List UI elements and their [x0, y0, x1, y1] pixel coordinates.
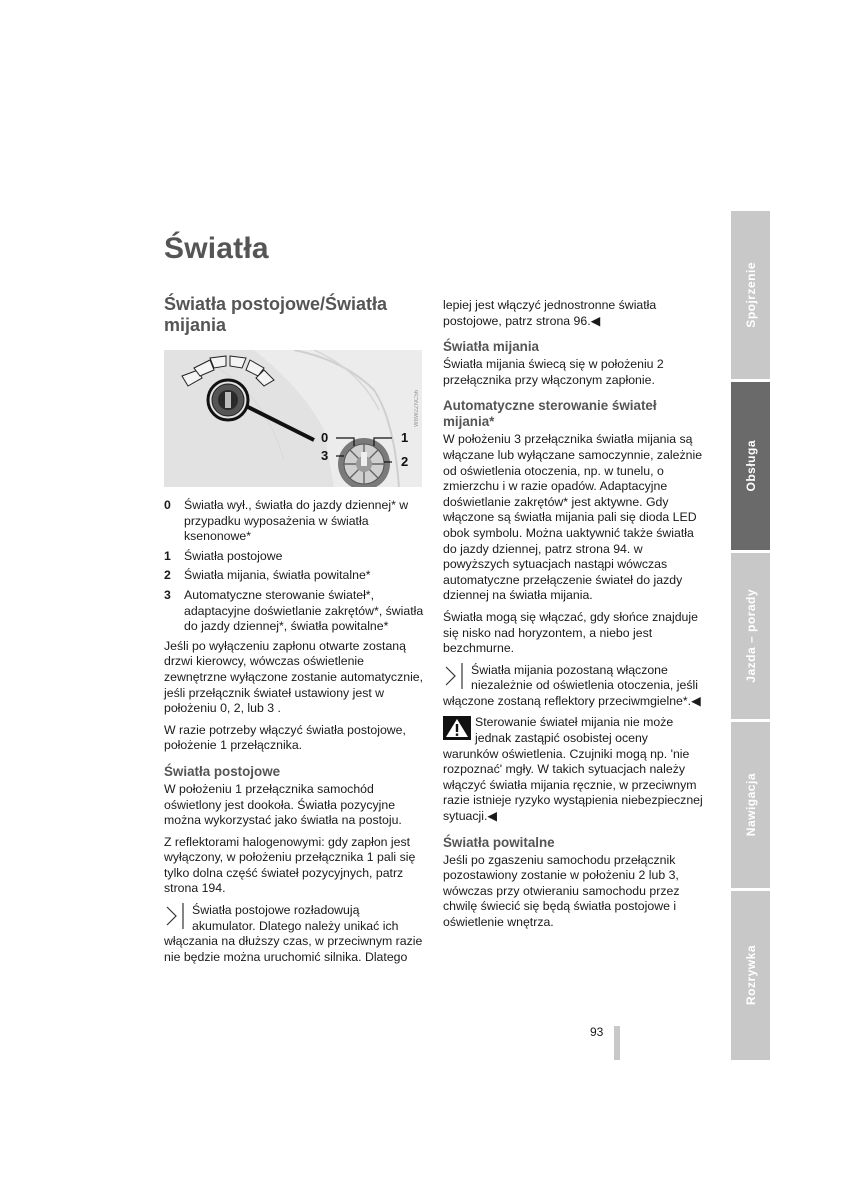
- tab-nawigacja[interactable]: Nawigacja: [731, 722, 770, 888]
- left-column: [164, 498, 426, 971]
- note-text: Światła mijania pozostaną włączone niezależnie od oświetlenia otoczenia, jeśli włączone zostaną reflektory przeciwmgielne*.◀: [443, 662, 701, 708]
- legend-number: 1: [164, 548, 171, 563]
- light-switch-illustration: [164, 350, 422, 487]
- page-title: Światła: [164, 232, 269, 265]
- legend-item-1: [164, 549, 426, 565]
- subheading-postojowe: Światła postojowe: [164, 763, 281, 779]
- light-switch-figure: [164, 350, 422, 487]
- chapter-tabs: [731, 211, 770, 1060]
- paragraph: Jeśli po wyłączeniu zapłonu otwarte zostaną drzwi kierowcy, wówczas oświetlenie zewnętrzne wyłączone zostanie automatycznie, jeśli przełącznik świateł ustawiony jest w położeniu 0, 2, lub 3 .: [164, 638, 424, 716]
- legend-text: Światła mijania, światła powitalne*: [184, 568, 371, 583]
- switch-label-0: 0: [321, 430, 329, 445]
- subheading-mijania: Światła mijania: [443, 339, 540, 355]
- paragraph: Światła mijania świecą się w położeniu 2 przełącznika przy włączonym zapłonie.: [443, 357, 664, 387]
- tab-jazda-porady[interactable]: Jazda – porady: [731, 553, 770, 719]
- figure-code: W8W2ZNC56: [414, 390, 420, 428]
- paragraph: Z reflektorami halogenowymi: gdy zapłon jest wyłączony, w położeniu przełącznika 1 pali się tylko dolna część świateł pozycyjnych, patrz strona 194.: [164, 834, 416, 896]
- paragraph: W położeniu 1 przełącznika samochód oświetlony jest dookoła. Światła pozycyjne można wykorzystać jako światła na postoju.: [164, 781, 402, 828]
- legend-item-3: [164, 588, 426, 635]
- note-fog-lights: [443, 663, 703, 710]
- legend-number: 3: [164, 587, 171, 602]
- warning-text: Sterowanie świateł mijania nie może jednak zastąpić osobistej oceny warunków oświetlenia. Czujniki mogą np. 'nie rozpoznać' mgły. W takich sytuacjach należy włączyć światła mijania ręcznie, w przeciwnym razie istnieje ryzyko wystąpienia niebezpiecznej sytuacji.◀: [443, 715, 703, 824]
- paragraph: Światła mogą się włączać, gdy słońce znajduje się nisko nad horyzontem, a niebo jest bezchmurne.: [443, 609, 698, 656]
- paragraph: lepiej jest włączyć jednostronne światła postojowe, patrz strona 96.◀: [443, 298, 657, 328]
- switch-label-3: 3: [321, 448, 329, 463]
- tab-spojrzenie[interactable]: Spojrzenie: [731, 211, 770, 379]
- subheading-automatic: Automatyczne sterowanie świateł mijania*: [443, 398, 657, 430]
- legend-text: Światła wył., światła do jazdy dziennej* w przypadku wyposażenia w światła ksenonowe*: [184, 498, 409, 544]
- switch-label-1: 1: [401, 430, 409, 445]
- legend-number: 2: [164, 568, 171, 583]
- page-number-bar: [614, 1026, 620, 1060]
- tab-rozrywka[interactable]: Rozrywka: [731, 891, 770, 1060]
- legend-text: Światła postojowe: [184, 548, 283, 563]
- note-battery: [164, 903, 426, 965]
- legend-item-2: [164, 568, 426, 584]
- paragraph: W położeniu 3 przełącznika światła mijania są włączane lub wyłączane samoczynnie, zależnie od oświetlenia otoczenia, np. w tunelu, o zmierzchu i w razie opadów. Adaptacyjne doświetlanie zakrętów* jest aktywne. Gdy włączone są światła mijania pali się dioda LED obok symbolu. Można uaktywnić także światła do jazdy dziennej, patrz strona 94. w powyższych sytuacjach nastąpi wówczas automatyczne przełączenie świateł do jazdy dziennej na światła mijania.: [443, 432, 703, 603]
- section-title: Światła postojowe/Światła mijania: [164, 294, 388, 335]
- paragraph: W razie potrzeby włączyć światła postojowe, położenie 1 przełącznika.: [164, 722, 406, 753]
- warning-note: [443, 715, 703, 824]
- note-text: Światła postojowe rozładowują akumulator. Dlatego należy unikać ich włączania na dłuższy czas, w przeciwnym razie nie będzie można uruchomić silnika. Dlatego: [164, 903, 423, 964]
- note-chevron-icon: [164, 903, 188, 929]
- legend-text: Automatyczne sterowanie świateł*, adaptacyjne doświetlanie zakrętów*, światła do jazdy dziennej*, światła powitalne*: [184, 587, 424, 634]
- paragraph: Jeśli po zgaszeniu samochodu przełącznik pozostawiony zostanie w położeniu 2 lub 3, wówczas przy otwieraniu samochodu przez chwilę świecić się będą światła postojowe i oświetlenie wnętrza.: [443, 852, 680, 929]
- subheading-powitalne: Światła powitalne: [443, 834, 555, 850]
- warning-triangle-icon: [443, 716, 471, 740]
- tab-obsluga[interactable]: Obsługa: [731, 382, 770, 550]
- legend-item-0: [164, 498, 426, 545]
- right-column: [443, 298, 703, 937]
- legend-number: 0: [164, 498, 171, 512]
- note-chevron-icon: [443, 663, 467, 689]
- page-number: 93: [590, 1025, 604, 1039]
- switch-label-2: 2: [401, 454, 409, 469]
